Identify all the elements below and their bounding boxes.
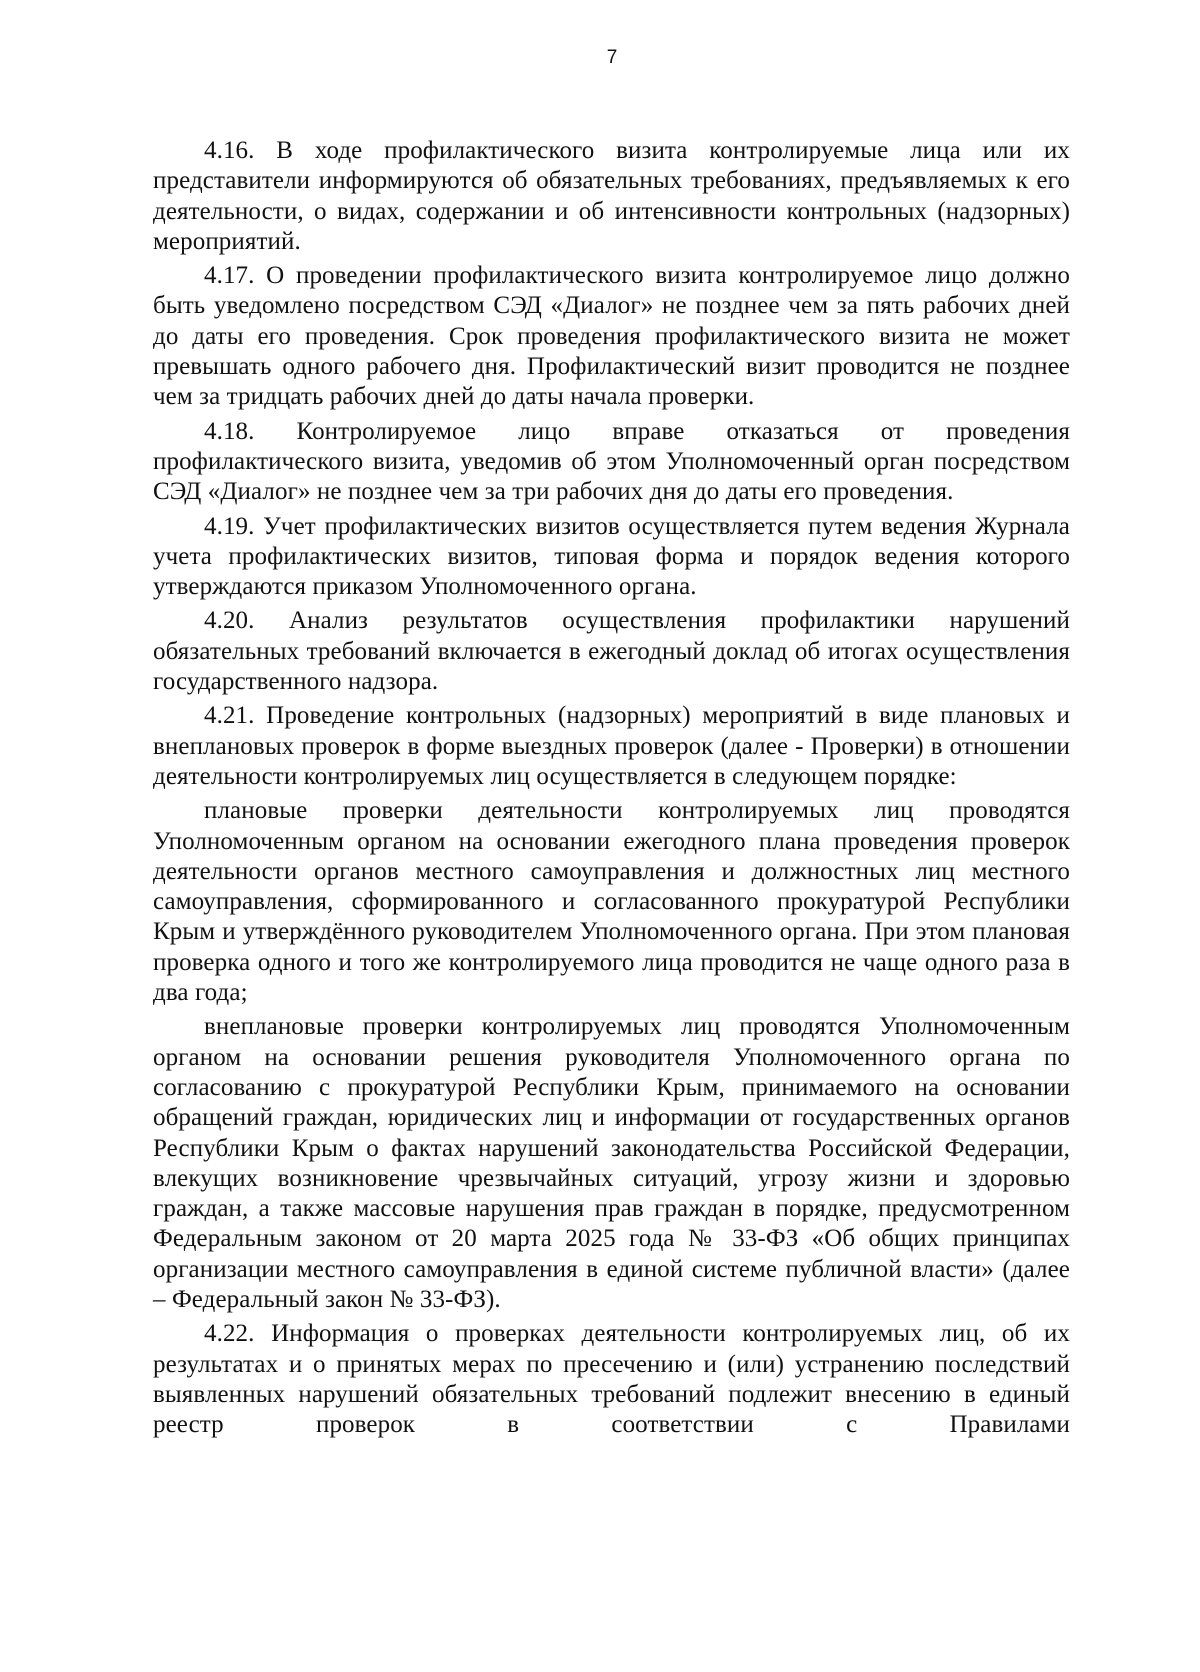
- paragraph-4-19: 4.19. Учет профилактических визитов осуществляется путем ведения Журнала учета профилактических визитов, типовая форма и порядок ведения которого утверждаются приказом Уполномоченного органа.: [153, 512, 1070, 601]
- paragraph-planned-inspections: плановые проверки деятельности контролируемых лиц проводятся Уполномоченным органом на основании ежегодного плана проведения проверок деятельности органов местного самоуправления и должностных лиц местного самоуправления, сформированного и согласованного прокуратурой Республики Крым и утверждённого руководителем Уполномоченного органа. При этом плановая проверка одного и того же контролируемого лица проводится не чаще одного раза в два года;: [153, 797, 1070, 1007]
- document-body: [153, 136, 1070, 1440]
- paragraph-4-18: 4.18. Контролируемое лицо вправе отказаться от проведения профилактического визита, уведомив об этом Уполномоченный орган посредством СЭД «Диалог» не позднее чем за три рабочих дня до даты его проведения.: [153, 417, 1070, 506]
- paragraph-4-17: 4.17. О проведении профилактического визита контролируемое лицо должно быть уведомлено посредством СЭД «Диалог» не позднее чем за пять рабочих дней до даты его проведения. Срок проведения профилактического визита не может превышать одного рабочего дня. Профилактический визит проводится не позднее чем за тридцать рабочих дней до даты начала проверки.: [153, 262, 1070, 411]
- paragraph-4-22: 4.22. Информация о проверках деятельности контролируемых лиц, об их результатах и о принятых мерах по пресечению и (или) устранению последствий выявленных нарушений обязательных требований подлежит внесению в единый реестр проверок в соответствии с Правилами: [153, 1320, 1070, 1439]
- paragraph-4-21: 4.21. Проведение контрольных (надзорных) мероприятий в виде плановых и внеплановых проверок в форме выездных проверок (далее - Проверки) в отношении деятельности контролируемых лиц осуществляется в следующем порядке:: [153, 702, 1070, 790]
- page-number: 7: [606, 47, 618, 68]
- paragraph-4-20: 4.20. Анализ результатов осуществления профилактики нарушений обязательных требований включается в ежегодный доклад об итогах осуществления государственного надзора.: [153, 607, 1070, 696]
- paragraph-4-16: 4.16. В ходе профилактического визита контролируемые лица или их представители информируются об обязательных требованиях, предъявляемых к его деятельности, о видах, содержании и об интенсивности контрольных (надзорных) мероприятий.: [153, 137, 1070, 255]
- paragraph-unplanned-inspections: внеплановые проверки контролируемых лиц проводятся Уполномоченным органом на основании решения руководителя Уполномоченного органа по согласованию с прокуратурой Республики Крым, принимаемого на основании обращений граждан, юридических лиц и информации от государственных органов Республики Крым о фактах нарушений законодательства Российской Федерации, влекущих возникновение чрезвычайных ситуаций, угрозу жизни и здоровью граждан, а также массовые нарушения прав граждан в порядке, предусмотренном Федеральным законом от 20 марта 2025 года № 33-ФЗ «Об общих принципах организации местного самоуправления в единой системе публичной власти» (далее – Федеральный закон № 33-ФЗ).: [153, 1013, 1070, 1313]
